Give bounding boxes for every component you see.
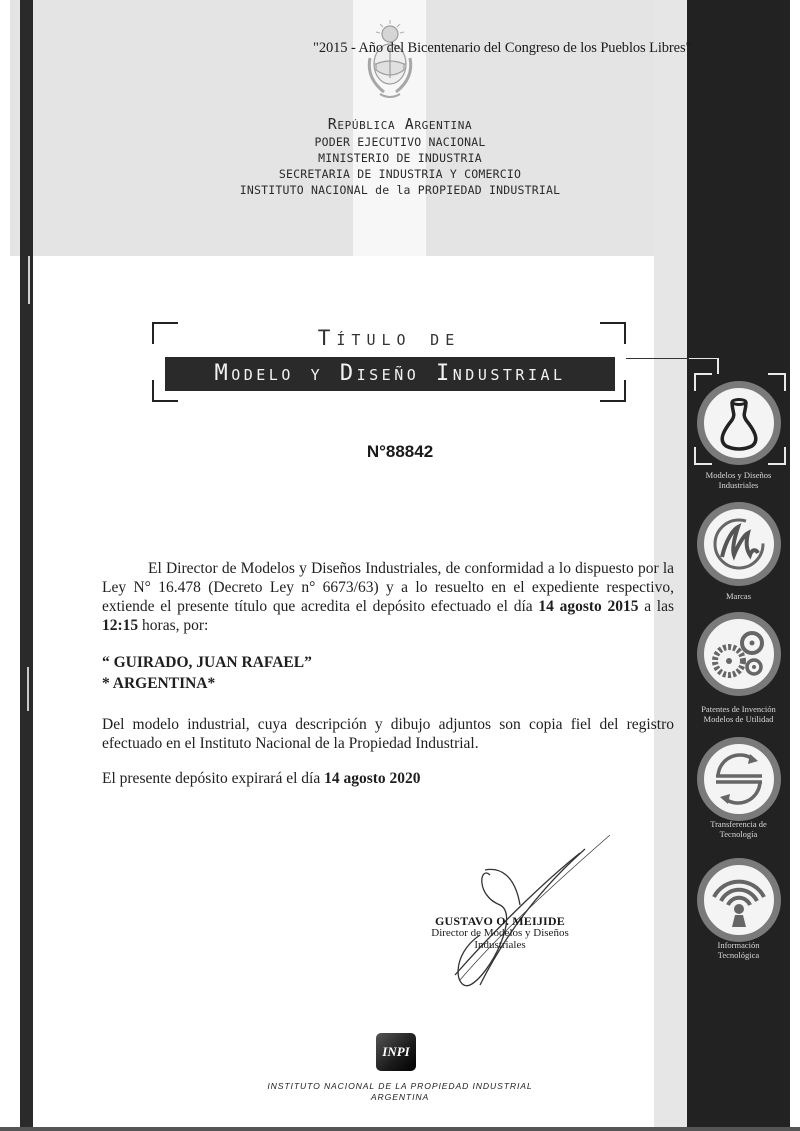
- ministry: MINISTERIO DE INDUSTRIA: [318, 151, 482, 165]
- secretariat: SECRETARIA DE INDUSTRIA Y COMERCIO: [278, 167, 522, 181]
- trademark-m-icon: [697, 502, 781, 586]
- signatory-block: [420, 915, 580, 951]
- paragraph-text: El presente depósito expirará el día: [102, 770, 325, 787]
- document-title: [152, 322, 626, 402]
- institute: INSTITUTO NACIONAL de la PROPIEDAD INDUSTRIAL: [239, 183, 561, 197]
- paragraph-text: a las: [638, 598, 675, 615]
- label-line: Información: [717, 940, 760, 950]
- label-line: Tecnología: [719, 829, 758, 839]
- label-line: Modelos de Utilidad: [703, 714, 774, 724]
- footer-line-1: INSTITUTO NACIONAL DE LA PROPIEDAD INDUSTRIAL: [267, 1081, 533, 1091]
- inpi-logo: INPI: [376, 1033, 416, 1071]
- label-line: Industriales: [718, 480, 759, 490]
- sidebar-item-modelos: [687, 381, 790, 491]
- sidebar-item-informacion: [687, 858, 790, 968]
- holder-block: [102, 652, 674, 694]
- title-connector-line: [626, 358, 692, 359]
- paragraph-text: horas, por:: [138, 617, 209, 634]
- sidebar-label: [687, 819, 790, 839]
- signatory-role: Industriales: [474, 939, 526, 951]
- sidebar-item-marcas: [687, 502, 790, 602]
- sidebar-label: [687, 704, 790, 724]
- executive-branch: PODER EJECUTIVO NACIONAL: [314, 135, 486, 149]
- sidebar-label: [687, 591, 790, 601]
- deposit-date: 14 agosto 2015: [538, 598, 639, 615]
- label-line: Marcas: [725, 591, 751, 601]
- title-line-2: Modelo y Diseño Industrial: [165, 357, 615, 391]
- deposit-time: 12:15: [102, 617, 139, 634]
- paragraph-text: El Director de Modelos y Diseños Industriales, de conformidad a lo dispuesto por la Ley N° 16.478 (Decreto Ley n° 6673/63) y a lo resuelto en el expediente respectivo, extiende el presente título que acredita el depósito efectuado el día: [102, 560, 674, 615]
- signatory-name: GUSTAVO O. MEIJIDE: [435, 914, 565, 928]
- bottom-edge: [0, 1127, 800, 1131]
- transfer-arrows-icon: [697, 737, 781, 821]
- sidebar-item-patentes: [687, 612, 790, 732]
- left-bar-mark: [28, 256, 30, 304]
- country-name: República Argentina: [327, 115, 473, 133]
- model-description-paragraph: Del modelo industrial, cuya descripción y dibujo adjuntos son copia fiel del registro efectuado en el Instituto Nacional de la Propiedad Industrial.: [102, 716, 674, 752]
- vase-icon: [697, 381, 781, 465]
- left-dark-bar: [20, 0, 33, 1131]
- signatory-role: Director de Modelos y Diseños: [431, 927, 569, 939]
- left-bar-mark: [27, 667, 29, 711]
- year-motto: "2015 - Año del Bicentenario del Congreso de los Pueblos Libres": [313, 40, 692, 56]
- label-line: Patentes de Invención: [701, 704, 776, 714]
- holder-country: * ARGENTINA*: [102, 675, 216, 692]
- expiry-date: 14 agosto 2020: [324, 770, 421, 787]
- certificate-paragraph: [102, 559, 674, 635]
- frame-line: [717, 358, 719, 374]
- frame-line: [689, 358, 719, 359]
- footer-line-2: ARGENTINA: [370, 1092, 430, 1102]
- sidebar-label: [687, 470, 790, 490]
- footer-institute: [240, 1081, 560, 1103]
- gears-icon: [697, 612, 781, 696]
- sidebar-item-transferencia: [687, 737, 790, 857]
- holder-name: “ GUIRADO, JUAN RAFAEL”: [102, 654, 312, 671]
- registration-number: N°88842: [366, 442, 434, 461]
- sidebar-label: [687, 940, 790, 960]
- label-line: Transferencia de: [710, 819, 767, 829]
- label-line: Tecnológica: [717, 950, 760, 960]
- coat-of-arms-icon: [362, 18, 418, 102]
- label-line: Modelos y Diseños: [705, 470, 772, 480]
- title-line-1: Título de: [317, 326, 461, 350]
- issuer-header: [180, 114, 620, 198]
- expiry-paragraph: [102, 769, 674, 788]
- broadcast-icon: [697, 858, 781, 942]
